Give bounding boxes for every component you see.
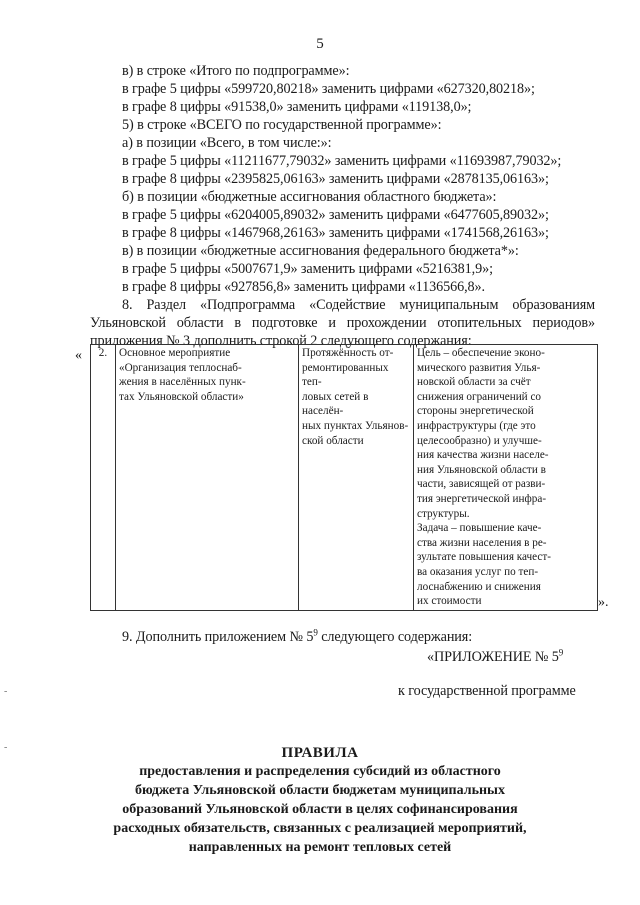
indicator-line: ных пунктах Ульянов- [302,419,409,432]
rules-line: бюджета Ульяновской области бюджетам муниципальных [134,783,505,798]
rules-line: направленных на ремонт тепловых сетей [188,840,452,855]
section9-sup: 9 [313,627,318,638]
activity-line: тах Ульяновской области» [119,390,244,403]
goal-line: стороны энергетической [417,405,534,418]
table-row [91,345,598,611]
appendix-sup: 9 [558,647,564,658]
rules-heading: ПРАВИЛА [281,745,359,761]
goal-line: Задача – повышение каче- [417,522,542,535]
goal-line: структуры. [417,507,470,520]
activity-cell [116,345,299,611]
section8-line1: 8. Раздел «Подпрограмма «Содействие муниципальным образованиям [122,297,595,313]
activity-line: жения в населённых пунк- [119,376,246,389]
goal-line: новской области за счёт [417,376,531,389]
goal-line: ва оказания услуг по теп- [417,565,539,578]
goal-line: тия энергетической инфра- [417,492,547,505]
rules-line: предоставления и распределения субсидий из областного [139,764,501,779]
body-line: а) в позиции «Всего, в том числе:»: [122,135,332,151]
indicator-line: ской области [302,434,364,447]
rules-line: образований Ульяновской области в целях софинансирования [122,802,518,817]
appendix-label: «ПРИЛОЖЕНИЕ № 5 [427,649,559,665]
margin-mark: - [4,686,8,697]
body-line: в графе 8 цифры «2395825,06163» заменить цифрами «2878135,06163»; [122,171,549,187]
activity-line: Основное мероприятие [119,347,231,359]
margin-mark: - [4,742,8,753]
indicator-line: ремонтированных теп- [302,361,389,389]
table-quote-close: ». [598,595,609,610]
table-quote-open: « [75,348,82,363]
indicator-line: Протяжённость от- [302,347,394,359]
body-line: в графе 5 цифры «11211677,79032» заменить цифрами «11693987,79032»; [122,153,562,169]
goal-line: зультате повышения качест- [417,551,552,564]
goal-line: целесообразно) и улучше- [417,434,542,447]
row-number: 2. [91,345,116,611]
indicator-cell [299,345,414,611]
page-number: 5 [316,36,324,52]
goal-line: лоснабжению и снижения [417,580,541,593]
goal-line: их стоимости [417,595,482,608]
section9-text-after: следующего содержания: [317,629,473,645]
body-line: б) в позиции «бюджетные ассигнования областного бюджета»: [122,189,497,205]
activity-line: «Организация теплоснаб- [119,361,242,374]
goal-line: ния Ульяновской области в [417,463,546,476]
body-line: в) в позиции «бюджетные ассигнования федерального бюджета*»: [122,243,519,259]
body-line: в графе 5 цифры «5007671,9» заменить цифрами «5216381,9»; [122,261,493,277]
body-line: в графе 8 цифры «91538,0» заменить цифрами «119138,0»; [122,99,472,115]
rules-line: расходных обязательств, связанных с реализацией мероприятий, [113,821,527,836]
body-line: в графе 8 цифры «927856,8» заменить цифрами «1136566,8». [122,279,485,295]
body-line: в графе 5 цифры «599720,80218» заменить цифрами «627320,80218»; [122,81,535,97]
section9-text: 9. Дополнить приложением № 5 [122,629,314,645]
section8-line2: Ульяновской области в подготовке и прохождении отопительных периодов» [90,315,595,331]
indicator-line: ловых сетей в населён- [302,390,369,418]
goal-line: части, зависящей от разви- [417,478,546,491]
appendix-label-line [427,648,563,666]
amendment-table [90,344,598,611]
goal-line: инфраструктуры (где это [417,419,536,432]
goal-line: ния качества жизни населе- [417,449,549,462]
body-line: в графе 8 цифры «1467968,26163» заменить цифрами «1741568,26163»; [122,225,549,241]
goal-line: снижения ограничений со [417,390,542,403]
goal-line: мического развития Улья- [417,361,541,374]
section9-line [122,628,472,646]
goal-line: ства жизни населения в ре- [417,536,547,549]
body-line: в) в строке «Итого по подпрограмме»: [122,63,350,79]
appendix-subtitle: к государственной программе [398,683,576,699]
section8-line3: приложения № 3 дополнить строкой 2 следующего содержания: [90,333,472,349]
goal-line: Цель – обеспечение эконо- [417,347,545,359]
body-line: в графе 5 цифры «6204005,89032» заменить цифрами «6477605,89032»; [122,207,549,223]
goal-cell [414,345,598,611]
body-line: 5) в строке «ВСЕГО по государственной программе»: [122,117,442,133]
